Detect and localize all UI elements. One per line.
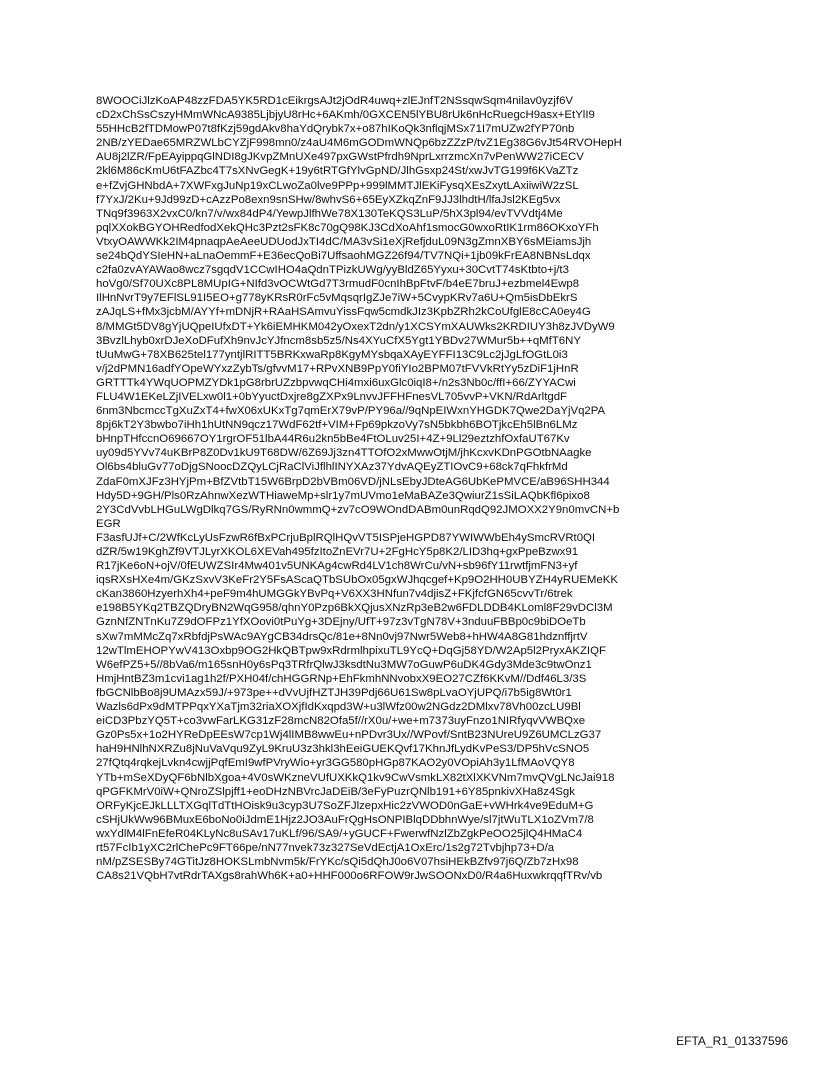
text-line: 2kl6M86cKmU6tFAZbc4T7sXNvGegK+19y6tRTGfYlvGpND/JlhGsxp24St/xwJvTG199f6KVaZTz (96, 165, 579, 178)
text-line: 8/MMGt5DV8gYjUQpeIUfxDT+Yk6iEMHKM042yOxexT2dn/y1XCSYmXAUWks2KRDIUY3h8zJVDyW9 (96, 320, 615, 333)
text-line: rt57FcIb1yXC2rlChePc9FT66pe/nN77nvek73z327SeVdEctjA1OxErc/1s2g72Tvbjhp73+D/a (96, 841, 555, 854)
text-line: e+fZvjGHNbdA+7XWFxgJuNp19xCLwoZa0lve9PPp+999lMMTJlEKiFysqXEsZxytLAxiiwiW2zSL (96, 179, 579, 192)
text-line: eiCD3PbzYQ5T+co3vwFarLKG31zF28mcN82Ofa5f//rX0u/+we+m7373uyFnzo1NIRfyqvVWBQxe (96, 715, 586, 728)
text-line: 2NB/zYEDae65MRZWLbCYZjF998mn0/z4aU4M6mGODmWNQp6bzZZzP/tvZ1Eg38G6vJt54RVOHepH (96, 137, 622, 150)
text-line: CA8s21VQbH7vtRdrTAXgs8rahWh6K+a0+HHF000o6RFOW9rJwSOONxD0/R4a6HuxwkrqqfTRv/vb (96, 870, 603, 883)
text-line: 2Y3CdVvbLHGuLWgDlkq7GS/RyRNn0wmmQ+zv7cO9WOndDABm0unRqdQ92JMOXX2Y9n0mvCN+b (96, 503, 620, 516)
text-line: hoVg0/Sf70UXc8PL8MUpIG+NIfd3vOCWtGd7T3rmudF0cnIhBpFtvF/b4eE7bruJ+ezbmel4Ewp8 (96, 278, 580, 291)
text-line: W6efPZ5+5//8bVa6/m165snH0y6sPq3TRfrQlwJ3ksdtNu3MW7oGuwP6uDK4Gdy3Mde3c9twOnz1 (96, 658, 592, 671)
text-line: YTb+mSeXDyQF6bNlbXgoa+4V0sWKzneVUfUXKkQ1kv9CwVsmkLX82tXlXKVNm7mvQVgLNcJai918 (96, 771, 615, 784)
text-line: fbGCNlbBo8j9UMAzx59J/+973pe++dVvUjfHZTJH39Pdj66U61Sw8pLvaOYjUPQ/i7b5ig8Wt0r1 (96, 686, 572, 699)
text-line: haH9HNlhNXRZu8jNuVaVqu9ZyL9KruU3z3hkl3hEeiGUEKQvf17KhnJfLydKvPeS3/DP5hVcSNO5 (96, 743, 590, 756)
text-line: Gz0Ps5x+1o2HYReDpEEsW7cp1Wj4lIMB8wwEu+nPDvr3Ux//WPovf/SntB23NUreU9Z6UMCLzG37 (96, 729, 602, 742)
text-line: e198B5YKq2TBZQDryBN2WqG958/qhnY0Pzp6BkXQjusXNzRp3eB2w6FDLDDB4KLoml8F29vDCl3M (96, 602, 613, 615)
text-line: AU8j2lZR/FpEAyippqGlNDI8gJKvpZMnUXe497pxGWstPfrdh9NprLxrrzmcXn7vPenWW27iCECV (96, 151, 584, 164)
text-line: f7YxJ/2Ku+9Jd99zD+cAzzPo8exn9snSHw/8whvS6+65EyXZkqZnF9JJ3lhdtH/lfaJsl2KEg5vx (96, 193, 561, 206)
text-line: c2fa0zvAYAWao8wcz7sgqdV1CCwIHO4aQdnTPizkUWg/yyBldZ65Yyxu+30CvtT74sKtbto+j/t3 (96, 264, 569, 277)
text-line: EGR (96, 517, 121, 530)
text-line: se24bQdYSIeHN+aLnaOemmF+E36ecQoBi7UffsaohMGZ26f94/TV7NQi+1jb09kFrEA8NBNsLdqx (96, 250, 591, 263)
text-line: 6nm3NbcmccTgXuZxT4+fwX06xUKxTg7qmErX79vP/PY96a//9qNpEIWxnYHGDK7Qwe2DaYjVq2PA (96, 405, 606, 418)
text-line: v/j2dPMN16adfYOpeWYxzZybTs/gfvvM17+RPvXNB9PpY0fiYIo2BPM07tFVVkRtYy5zDiF1jHnR (96, 362, 579, 375)
text-line: tUuMwG+78XB625tel177yntjlRITT5BRKxwaRp8KgyMYsbqaXAyEYFFI13C9Lc2jJgLfOGtL0i3 (96, 348, 568, 361)
text-line: Hdy5D+9GH/Pls0RzAhnwXezWTHiaweMp+slr1y7mUVmo1eMaBAZe3QwiurZ1sSiLAQbKfl6pixo8 (96, 489, 590, 502)
text-line: sXw7mMMcZq7xRbfdjPsWAc9AYgCB34drsQc/81e+8Nn0vj97Nwr5Web8+hHW4A8G81hdznffjrtV (96, 630, 588, 643)
text-line: VtxyOAWWKk2IM4pnaqpAeAeeUDUodJxTI4dC/MA3vSi1eXjRefjduL09N3gZmnXBY6sMEiamsJjh (96, 235, 592, 248)
text-line: GznNfZNTnKu7Z9dOFPz1YfXOovi0tPuYg+3DEjny/UfT+97z3vTgN78V+3nduuFBBp0c9biDOeTb (96, 616, 586, 629)
text-line: ZdaF0mXJFz3HYjPm+BfZVtbT15W6BrpD2bVBm06VD/jNLsEbyJDteAG6UbKePMVCE/aB96SHH344 (96, 475, 610, 488)
text-line: GRTTTk4YWqUOPMZYDk1pG8rbrUZzbpvwqCHi4mxi6uxGlc0iqI8+/n2s3Nb0c/ffI+66/ZYYACwi (96, 376, 576, 389)
encoded-text-block (96, 94, 724, 883)
text-line: 27fQtq4rqkejLvkn4cwjjPqfEmI9wfPVryWio+yr3GG580pHGp87KAO2y0VOpiAh3y1LfMAoVQY8 (96, 757, 575, 770)
text-line: iqsRXsHXe4m/GKzSxvV3KeFr2Y5FsAScaQTbSUbOx05gxWJhqcgef+Kp9O2HH0UBYZH4yRUEMeKK (96, 574, 618, 587)
text-line: 12wTlmEHOPYwV413Oxbp9OG2HkQBTpw9xRdrmlhpixuTL9YcQ+DqGj58YD/W2Ap5l2PryxAKZIQF (96, 644, 606, 657)
text-line: Wazls6dPx9dMTPPqxYXaTjm32riaXOXjfIdKxqpd3W+u3lWfz00w2NGdz2DMlxv78Vh00zcLU9Bl (96, 701, 581, 714)
text-line: 55HHcB2fTDMowP07t8fKzj59gdAkv8haYdQrybk7x+o87hIKoQk3nflqjMSx71I7mUZw2fYP70nb (96, 123, 575, 136)
text-line: uy09d5YVv74uKBrP8Z0Dv1kU9T68DW/6Z69Jj3zn4TTOfO2xMwwOtjM/jhKcxvKDnPGOtbNAagke (96, 447, 592, 460)
text-line: IlHnNvrT9y7EFlSL91I5EO+g778yKRsR0rFc5vMqsqrIgZJe7iW+5CvypKRv7a6U+Qm5isDbEkrS (96, 292, 578, 305)
text-line: Ol6bs4bluGv77oDjgSNoocDZQyLCjRaClViJflhlINYXAz37YdvAQEyZTIOvC9+68ck7qFhkfrMd (96, 461, 568, 474)
text-line: wxYdlM4lFnEfeR04KLyNc8uSAv17uKLf/96/SA9/+yGUCF+FwerwfNzlZbZgkPeOO25jlQ4HMaC4 (96, 827, 583, 840)
text-line: bHnpTHfccnO69667OY1rgrOF51lbA44R6u2kn5bBe4FtOLuv25I+4Z+9Ll29eztzhfOxfaUT67Kv (96, 433, 570, 446)
text-line: FLU4W1EKeLZjIVELxw0l1+0bYyuctDxjre8gZXPx9LnvvJFFHFnesVL705vvP+VKN/RdArltgdF (96, 390, 568, 403)
text-line: zAJqLS+fMx3jcbM/AYYf+mDNjR+RAaHSAmvuYissFqw5cmdkJIz3KpbZRh2kCoUfglE8cCA0ey4G (96, 306, 591, 319)
text-line: 3BvzlLhyb0xrDJeXoDFufXh9nvJcYJfncm8sb5z5/Ns4XYuCfX5Ygt1YBDv27WMur5b++qMfT6NY (96, 334, 581, 347)
text-line: cKan3860HzyerhXh4+peF9m4hUMGGkYBvPq+V6XX3HNfun7v4djisZ+FKjfcfGN65cvvTr/6trek (96, 588, 573, 601)
document-id: EFTA_R1_01337596 (676, 1034, 788, 1048)
text-line: R17jKe6oN+ojV/0fEUWZSIr4Mw401v5UNKAg4cwRd4LV1ch8WrCu/vN+sb96fY11rwtfjmFN3+yf (96, 560, 578, 573)
text-line: F3asfUJf+C/2WfKcLyUsFzwR6fBxPCrjuBplRQlHQvVT5ISPjeHGPD87YWIWWbEh4ySmcRVRt0QI (96, 531, 596, 544)
text-line: qPGFKMrV0iW+QNroZSlpjff1+eoDHzNBVrcJaDEiB/3eFyPuzrQNlb191+6Y85pnkivXHa8z4Sgk (96, 785, 575, 798)
text-line: 8WOOCiJlzKoAP48zzFDA5YK5RD1cEikrgsAJt2jOdR4uwq+zlEJnfT2NSsqwSqm4nilav0yzjf6V (96, 95, 573, 107)
text-line: 8pj6kT2Y3bwbo7iHh1hUtNN9qcz17WdF62tf+VIM+Fp69pkzoVy7sN5bkbh6BOTjkcEh5lBn6LMz (96, 419, 578, 432)
text-line: HmjHntBZ3m1cvi1ag1h2f/PXH04f/chHGGRNp+EhFkmhNNvobxX9EO27CZf6KKvM//Ddf46L3/3S (96, 672, 587, 685)
text-line: dZR/5w19KghZf9VTJLyrXKOL6XEVah495fzItoZnEVr7U+2FgHcY5p8K2/LID3hq+gxPpeBzwx91 (96, 546, 579, 558)
text-line: ORFyKjcEJkLLLTXGqlTdTtHOisk9u3cyp3U7SoZFJlzepxHic2zVWOD0nGaE+vWHrk4ve9EduM+G (96, 799, 594, 812)
text-line: TNq9f3963X2vxC0/kn7/v/wx84dP4/YewpJlfhWe78X130TeKQS3LuP/5hX3pl94/evTVVdtj4Me (96, 207, 563, 220)
text-line: nM/pZSESBy74GTitJz8HOKSLmbNvm5k/FrYKc/sQi5dQhJ0o6V07hsiHEkBZfv97j6Q/Zb7zHx98 (96, 856, 579, 869)
text-line: pqlXXokBGYOHRedfodXekQHc3Pzt2sFK8c70gQ98KJ3CdXoAhf1smocG0wxoRtIK1rm86OKxoYFh (96, 221, 599, 234)
text-line: cSHjUkWw96BMuxE6boNo0iJdmE1Hjz2JO3AuFrQgHsONPIBlqDDbhnWye/sl7jtWuTLX1oZVm7/8 (96, 813, 594, 826)
text-line: cD2xChSsCszyHMmWNcA9385LjbjyU8rHc+6AKmh/0GXCEN5lYBU8rUk6nHcRuegcH9asx+EtYlI9 (96, 109, 595, 122)
